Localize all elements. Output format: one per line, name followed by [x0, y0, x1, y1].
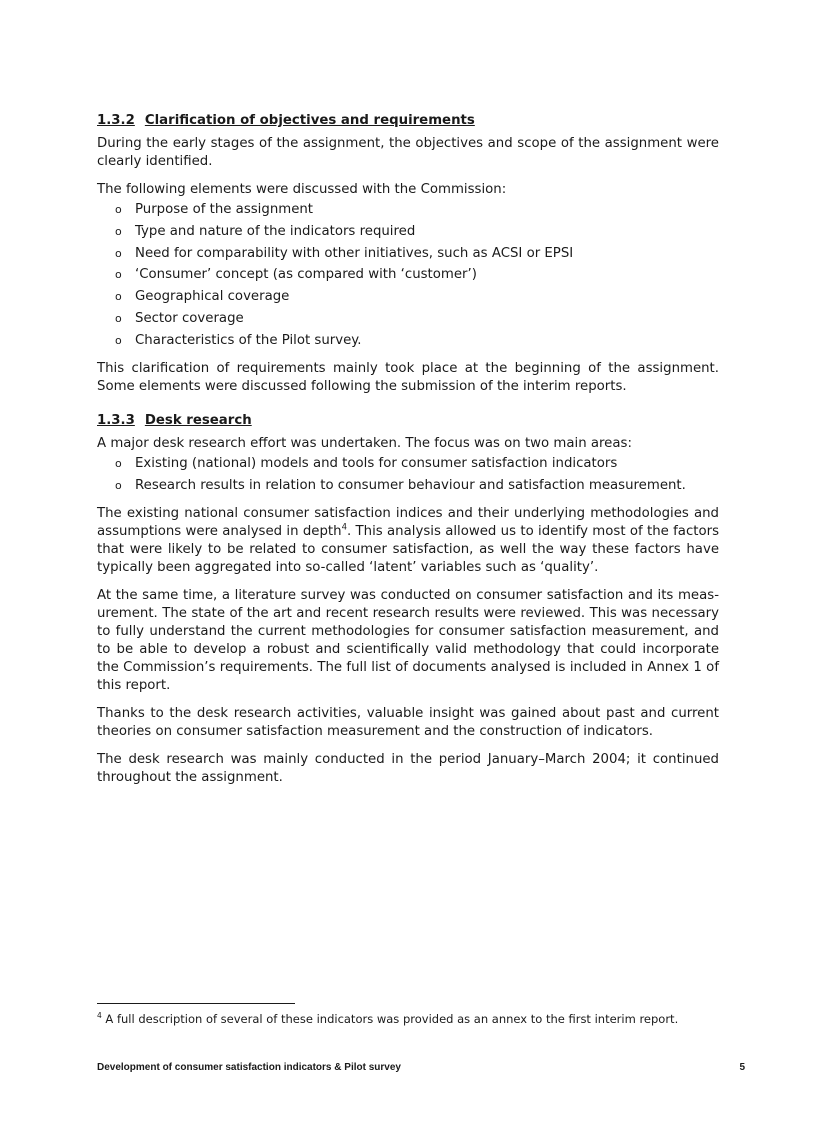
list-item: o Type and nature of the indicators required	[115, 223, 416, 239]
bullet-icon: o	[115, 246, 122, 260]
bullet-icon: o	[115, 333, 122, 347]
section-heading-1-3-3	[97, 412, 719, 430]
bullet-list	[97, 455, 719, 495]
page-number: 5	[739, 1062, 745, 1073]
document-body	[97, 112, 719, 797]
paragraph: The following elements were discussed with the Commission:	[97, 182, 507, 197]
footnote-text: A full description of several of these indicators was provided as an annex to the first interim report.	[101, 1012, 679, 1026]
footnote	[97, 1011, 719, 1027]
bullet-icon: o	[115, 311, 122, 325]
list-item: o Existing (national) models and tools for consumer satisfaction indicators	[115, 455, 618, 471]
footnote-number: 4	[97, 1011, 102, 1021]
bullet-icon: o	[115, 290, 122, 304]
footer-title: Development of consumer satisfaction indicators & Pilot survey	[97, 1062, 401, 1073]
paragraph: At the same time, a literature survey was conducted on consumer satisfaction and its meas-urement. The state of the art and recent research results were reviewed. This was necessary to fully understand the current methodologies for consumer satisfaction measurement, and to be able to develop a robust and scientifically valid methodology that could incorporate the Commission’s requirements. The full list of documents analysed is included in Annex 1 of this report.	[97, 587, 719, 693]
list-item: o Purpose of the assignment	[115, 202, 314, 217]
paragraph: During the early stages of the assignment, the objectives and scope of the assignment were clearly identified.	[97, 136, 719, 169]
section-number: 1.3.3	[97, 412, 135, 428]
section-number: 1.3.2	[97, 113, 135, 128]
section-title: Desk research	[144, 412, 252, 428]
footnote-divider	[97, 1003, 295, 1004]
list-item: o Need for comparability with other initiatives, such as ACSI or EPSI	[115, 245, 574, 261]
page-footer	[97, 1062, 745, 1073]
list-item: o Research results in relation to consumer behaviour and satisfaction measurement.	[115, 477, 686, 493]
paragraph: The existing national consumer satisfaction indices and their underlying methodologies and assumptions were analysed in depth$^4$. This analysis allowed us to identify most of the factors that were likely to be related to consumer satisfaction, as well the way these factors have typically been aggregated into so-called ‘latent’ variables such as ‘quality’.	[97, 505, 720, 575]
bullet-icon: o	[115, 268, 122, 282]
bullet-icon: o	[115, 478, 122, 492]
paragraph: A major desk research effort was undertaken. The focus was on two main areas:	[97, 435, 632, 451]
paragraph: The desk research was mainly conducted in the period January–March 2004; it continued throughout the assignment.	[97, 751, 719, 785]
bullet-icon: o	[115, 456, 122, 470]
bullet-list	[97, 201, 719, 350]
list-item: o Characteristics of the Pilot survey.	[115, 332, 362, 348]
paragraph: Thanks to the desk research activities, valuable insight was gained about past and current theories on consumer satisfaction measurement and the construction of indicators.	[97, 705, 719, 739]
list-item: o ‘Consumer’ concept (as compared with ‘customer’)	[115, 267, 477, 283]
list-item: o Geographical coverage	[115, 289, 290, 305]
section-heading-1-3-2	[97, 112, 719, 130]
bullet-icon: o	[115, 203, 122, 216]
paragraph: This clarification of requirements mainly took place at the beginning of the assignment. Some elements were discussed following the submission of the interim reports.	[97, 360, 719, 394]
footnote-reference[interactable]: 4	[341, 522, 347, 533]
list-item: o Sector coverage	[115, 310, 244, 326]
section-title: Clarification of objectives and requirements	[144, 113, 475, 128]
bullet-icon: o	[115, 224, 122, 238]
